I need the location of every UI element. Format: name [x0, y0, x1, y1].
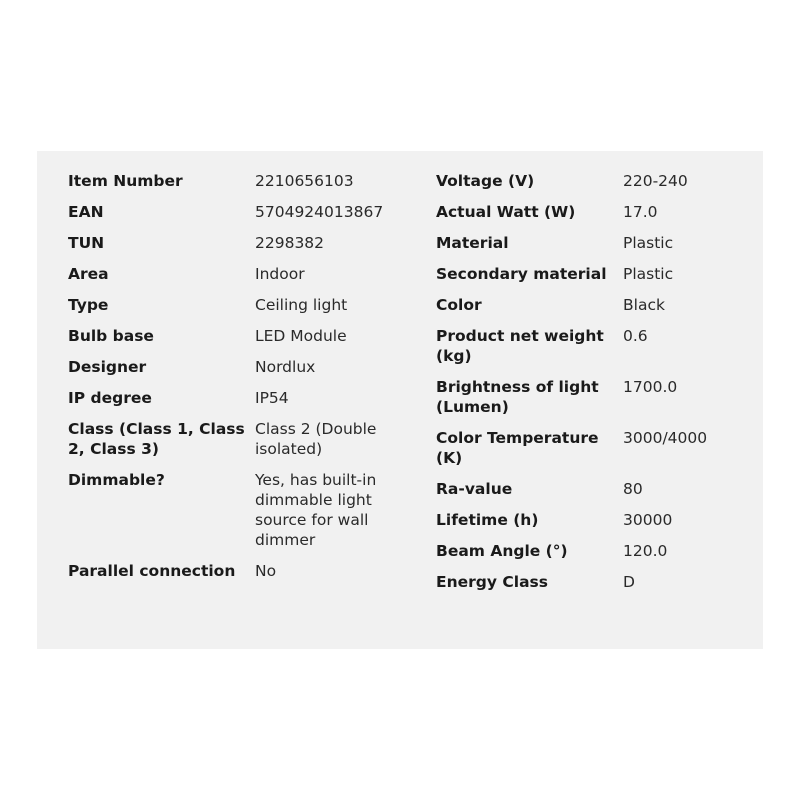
spec-label: Dimmable? — [68, 471, 165, 489]
spec-label: TUN — [68, 234, 105, 252]
spec-row-energy-class — [436, 572, 746, 592]
spec-row-brightness — [436, 377, 746, 417]
spec-value: 2298382 — [255, 234, 325, 252]
spec-value: Ceiling light — [255, 296, 348, 314]
spec-row-color — [436, 295, 746, 315]
spec-label: Area — [68, 265, 109, 283]
spec-row-class — [68, 419, 408, 459]
spec-label: Color — [436, 296, 482, 314]
spec-label: Voltage (V) — [436, 172, 535, 190]
spec-label: Class (Class 1, Class 2, Class 3) — [68, 420, 245, 458]
spec-value: LED Module — [255, 327, 347, 345]
spec-value: 2210656103 — [255, 172, 354, 190]
spec-value: D — [623, 573, 635, 591]
spec-panel — [37, 151, 763, 649]
spec-row-color-temperature — [436, 428, 746, 468]
spec-row-actual-watt — [436, 202, 746, 222]
spec-row-area — [68, 264, 408, 284]
spec-label: Ra-value — [436, 480, 513, 498]
spec-row-secondary-material — [436, 264, 746, 284]
spec-row-material — [436, 233, 746, 253]
spec-value: IP54 — [255, 389, 289, 407]
spec-row-parallel-connection — [68, 561, 408, 581]
spec-value: 80 — [623, 480, 643, 498]
spec-label: Type — [68, 296, 109, 314]
spec-label: Item Number — [68, 172, 183, 190]
spec-label: EAN — [68, 203, 104, 221]
spec-row-bulb-base — [68, 326, 408, 346]
spec-value: Black — [623, 296, 665, 314]
spec-label: IP degree — [68, 389, 152, 407]
spec-label: Lifetime (h) — [436, 511, 539, 529]
spec-value: 0.6 — [623, 327, 648, 345]
spec-row-tun — [68, 233, 408, 253]
spec-value: Plastic — [623, 265, 674, 283]
spec-label: Color Temperature (K) — [436, 429, 599, 467]
spec-value: 17.0 — [623, 203, 658, 221]
spec-row-net-weight — [436, 326, 746, 366]
spec-column-right — [436, 171, 746, 603]
spec-row-ean — [68, 202, 408, 222]
spec-label: Product net weight (kg) — [436, 327, 604, 365]
spec-label: Energy Class — [436, 573, 548, 591]
spec-value: Nordlux — [255, 358, 316, 376]
spec-row-item-number — [68, 171, 408, 191]
spec-row-type — [68, 295, 408, 315]
spec-label: Beam Angle (°) — [436, 542, 568, 560]
spec-value: 5704924013867 — [255, 203, 384, 221]
spec-label: Brightness of light (Lumen) — [436, 378, 599, 416]
spec-row-lifetime — [436, 510, 746, 530]
spec-row-voltage — [436, 171, 746, 191]
spec-value: 120.0 — [623, 542, 668, 560]
spec-row-designer — [68, 357, 408, 377]
spec-label: Material — [436, 234, 509, 252]
spec-value: Yes, has built-in dimmable light source for wall dimmer — [255, 471, 377, 549]
spec-row-beam-angle — [436, 541, 746, 561]
spec-value: No — [255, 562, 277, 580]
spec-value: 1700.0 — [623, 378, 678, 396]
spec-label: Designer — [68, 358, 147, 376]
spec-label: Bulb base — [68, 327, 154, 345]
spec-value: 3000/4000 — [623, 429, 708, 447]
spec-row-ra-value — [436, 479, 746, 499]
spec-row-ip-degree — [68, 388, 408, 408]
spec-label: Actual Watt (W) — [436, 203, 576, 221]
spec-value: Class 2 (Double isolated) — [255, 420, 377, 458]
spec-value: Indoor — [255, 265, 305, 283]
spec-column-left — [68, 171, 408, 592]
spec-value: 220-240 — [623, 172, 688, 190]
spec-label: Parallel connection — [68, 562, 236, 580]
spec-row-dimmable — [68, 470, 408, 550]
spec-value: Plastic — [623, 234, 674, 252]
spec-label: Secondary material — [436, 265, 607, 283]
spec-value: 30000 — [623, 511, 673, 529]
